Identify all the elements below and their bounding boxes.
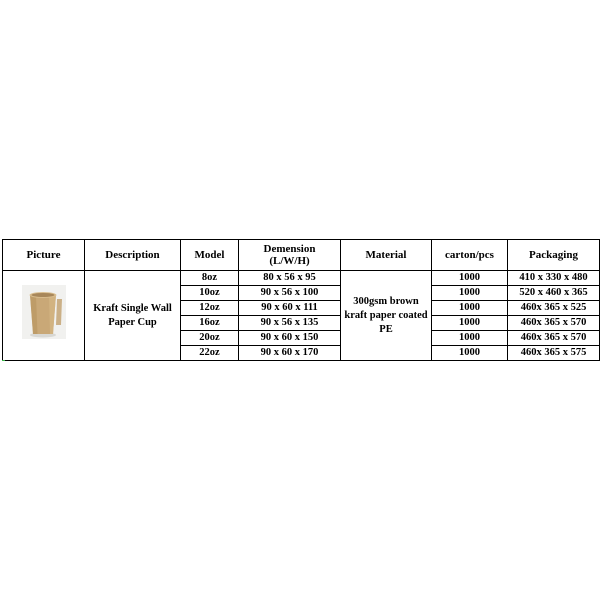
description-line1: Kraft Single Wall xyxy=(93,302,172,314)
carton-cell: 1000 xyxy=(432,301,508,316)
carton-cell: 1000 xyxy=(432,271,508,286)
material-cell xyxy=(341,271,432,361)
table-row xyxy=(3,271,600,286)
picture-cell xyxy=(3,271,85,361)
model-cell: 10oz xyxy=(181,286,239,301)
header-dimension-line1: Demension xyxy=(263,243,316,255)
packaging-cell: 410 x 330 x 480 xyxy=(508,271,600,286)
model-cell: 20oz xyxy=(181,331,239,346)
description-cell xyxy=(85,271,181,361)
packaging-cell: 460x 365 x 525 xyxy=(508,301,600,316)
model-cell: 22oz xyxy=(181,346,239,361)
model-cell: 8oz xyxy=(181,271,239,286)
dimension-cell: 90 x 56 x 135 xyxy=(239,316,341,331)
material-line2: kraft paper coated xyxy=(344,309,428,321)
product-spec-table xyxy=(2,239,600,361)
material-line3: PE xyxy=(379,323,393,335)
dimension-cell: 90 x 60 x 150 xyxy=(239,331,341,346)
packaging-cell: 520 x 460 x 365 xyxy=(508,286,600,301)
header-row xyxy=(3,240,600,271)
packaging-cell: 460x 365 x 570 xyxy=(508,316,600,331)
header-model: Model xyxy=(181,240,239,271)
carton-cell: 1000 xyxy=(432,286,508,301)
header-carton: carton/pcs xyxy=(432,240,508,271)
dimension-cell: 80 x 56 x 95 xyxy=(239,271,341,286)
model-cell: 12oz xyxy=(181,301,239,316)
model-cell: 16oz xyxy=(181,316,239,331)
header-material: Material xyxy=(341,240,432,271)
material-line1: 300gsm brown xyxy=(353,295,419,307)
description-line2: Paper Cup xyxy=(108,316,157,328)
carton-cell: 1000 xyxy=(432,316,508,331)
header-packaging: Packaging xyxy=(508,240,600,271)
header-dimension-line2: (L/W/H) xyxy=(269,255,310,267)
dimension-cell: 90 x 56 x 100 xyxy=(239,286,341,301)
dimension-cell: 90 x 60 x 170 xyxy=(239,346,341,361)
carton-cell: 1000 xyxy=(432,346,508,361)
packaging-cell: 460x 365 x 575 xyxy=(508,346,600,361)
header-description: Description xyxy=(85,240,181,271)
decorative-green-mark xyxy=(2,360,5,361)
header-picture: Picture xyxy=(3,240,85,271)
packaging-cell: 460x 365 x 570 xyxy=(508,331,600,346)
dimension-cell: 90 x 60 x 111 xyxy=(239,301,341,316)
header-dimension xyxy=(239,240,341,271)
kraft-cup-photo-icon xyxy=(22,285,66,339)
carton-cell: 1000 xyxy=(432,331,508,346)
